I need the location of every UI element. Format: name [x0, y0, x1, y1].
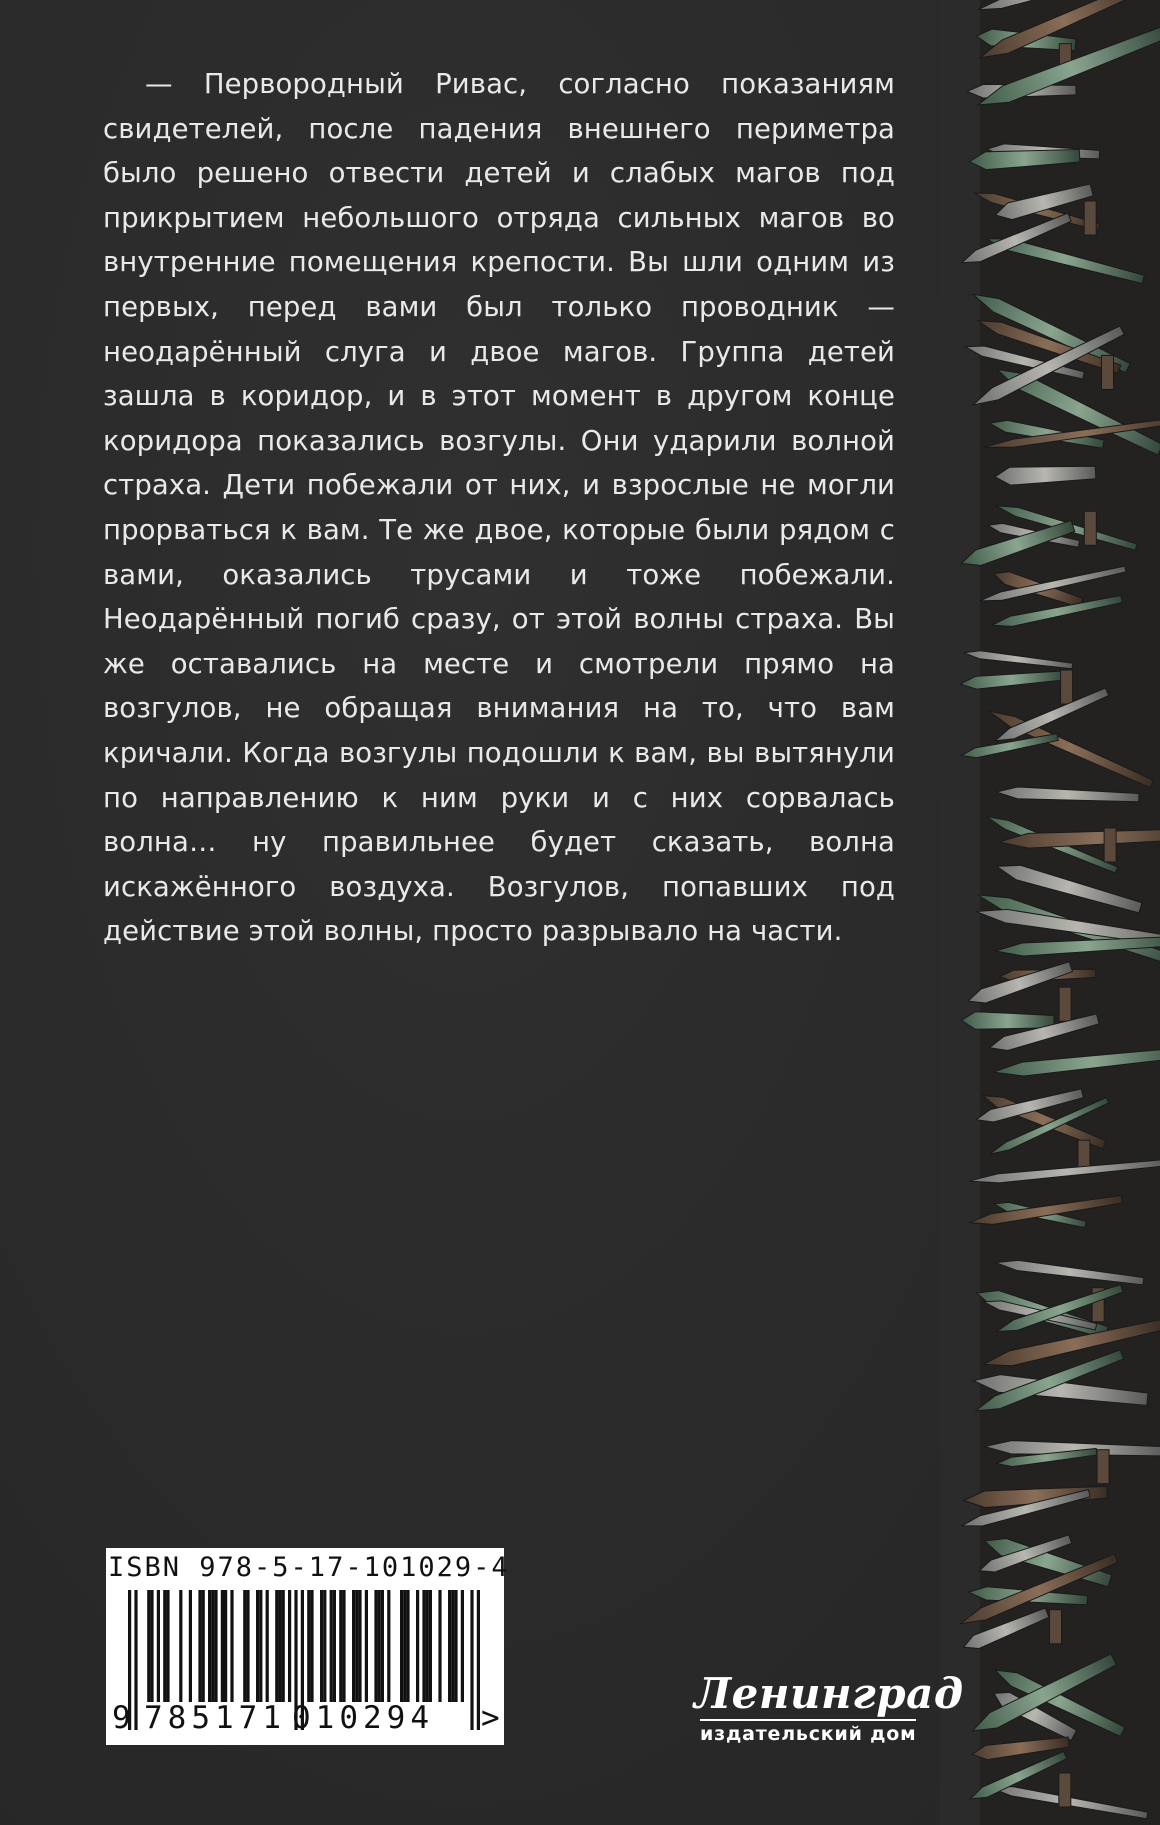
barcode-bar — [339, 1590, 342, 1702]
hilt-shape — [1104, 828, 1116, 862]
barcode-bar — [282, 1590, 285, 1702]
barcode-bar — [438, 1590, 441, 1702]
barcode-bar — [406, 1590, 409, 1702]
publisher-name: Ленинград — [694, 1669, 964, 1718]
barcode-digit-lead: 9 — [112, 1700, 131, 1736]
barcode-bar — [288, 1590, 291, 1702]
barcode-digits-left: 785171 — [144, 1700, 286, 1736]
barcode-bar — [365, 1590, 368, 1702]
barcode-bar — [202, 1590, 205, 1702]
hilt-shape — [1097, 1450, 1109, 1484]
barcode-bar — [224, 1590, 227, 1702]
annotation-text: — Первородный Ривас, согласно показаниям свидетелей, после падения внешнего периметра было решено отвести детей и слабых магов под прикрытием небольшого отряда сильных магов во внутренние помещения крепости. Вы шли одним из первых, перед вами был только проводник — неодарённый слуга и двое магов. Группа детей зашла в коридор, и в этот момент в другом конце коридора показались возгулы. Они ударили волной страха. Дети побежали от них, и взрослые не могли прорваться к вам. Те же двое, которые были рядом с вами, оказались трусами и тоже побежали. Неодарённый погиб сразу, от этой волны страха. Вы же оставались на месте и смотрели прямо на возгулов, не обращая внимания на то, что вам кричали. Когда возгулы подошли к вам, вы вытянули по направлению к ним руки и с них сорвалась волна… ну правильнее будет сказать, волна искажённого воздуха. Возгулов, попавших под действие этой волны, просто разрывало на части. — [103, 68, 895, 948]
barcode-bar — [275, 1590, 278, 1702]
barcode-bar — [426, 1590, 429, 1702]
barcode-bar — [189, 1590, 192, 1702]
barcode-bar — [355, 1590, 358, 1702]
barcode-bar — [358, 1590, 361, 1702]
barcode-bar — [150, 1590, 153, 1702]
barcode-bar — [310, 1590, 313, 1702]
barcode-bar — [147, 1590, 150, 1702]
barcode-bar — [230, 1590, 233, 1702]
barcode-bar — [211, 1590, 214, 1702]
publisher-logo — [686, 1669, 966, 1749]
barcode-bar — [243, 1590, 246, 1702]
barcode-bar — [214, 1590, 217, 1702]
blades-pile-illustration — [940, 0, 1160, 1825]
barcode-bar — [266, 1590, 269, 1702]
barcode-bar — [333, 1590, 336, 1702]
barcode-bar — [403, 1590, 406, 1702]
barcode-bar — [448, 1590, 451, 1702]
barcode-digits-right: 010294 — [292, 1700, 434, 1736]
barcode-bar — [157, 1590, 160, 1702]
hilt-shape — [1101, 355, 1113, 389]
barcode-bar — [278, 1590, 281, 1702]
hilt-shape — [1059, 1773, 1071, 1807]
hilt-shape — [1084, 511, 1096, 545]
barcode-bar — [179, 1590, 182, 1702]
publisher-subtitle: издательский дом — [700, 1719, 916, 1745]
barcode-bar — [374, 1590, 377, 1702]
hilt-shape — [1059, 987, 1071, 1021]
isbn-number: ISBN 978-5-17-101029-4 — [108, 1552, 510, 1583]
barcode-bar — [422, 1590, 425, 1702]
barcode-bar — [429, 1590, 432, 1702]
barcode-bar — [387, 1590, 390, 1702]
isbn-barcode-panel — [106, 1548, 510, 1745]
barcode-bar — [342, 1590, 345, 1702]
barcode-bar — [256, 1590, 259, 1702]
barcode-bar — [400, 1590, 403, 1702]
barcode-bar — [381, 1590, 384, 1702]
barcode-bar — [208, 1590, 211, 1702]
barcode-bar — [330, 1590, 333, 1702]
barcode-quiet-zone-mark: > — [481, 1700, 500, 1736]
hilt-shape — [1049, 1610, 1061, 1644]
barcode-bar — [198, 1590, 201, 1702]
barcode-bar — [166, 1590, 169, 1702]
barcode-bar — [246, 1590, 249, 1702]
barcode-bar — [378, 1590, 381, 1702]
barcode-bar — [259, 1590, 262, 1702]
barcode-bar — [323, 1590, 326, 1702]
barcode-bar — [451, 1590, 454, 1702]
barcode-bar — [352, 1590, 355, 1702]
barcode-bar — [416, 1590, 419, 1702]
barcode-bar — [221, 1590, 224, 1702]
barcode-bar — [320, 1590, 323, 1702]
barcode-bar — [163, 1590, 166, 1702]
hilt-shape — [1061, 670, 1073, 704]
barcode-digits — [106, 1700, 504, 1738]
barcode-bar — [454, 1590, 457, 1702]
barcode-bar — [307, 1590, 310, 1702]
barcode-bar — [461, 1590, 464, 1702]
hilt-shape — [1084, 201, 1096, 235]
